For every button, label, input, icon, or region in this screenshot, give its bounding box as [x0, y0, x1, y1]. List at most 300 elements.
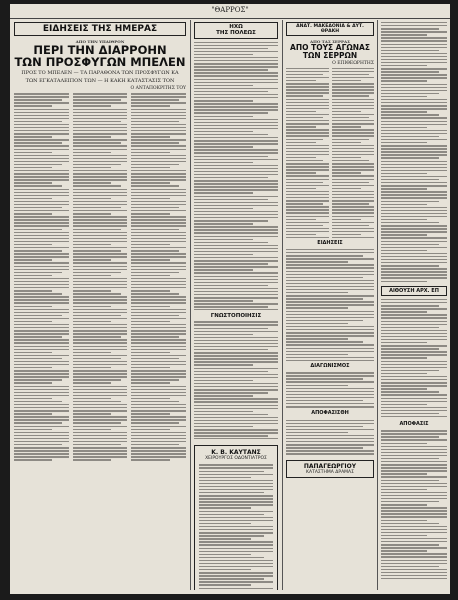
text-line	[131, 241, 186, 242]
text-line	[14, 398, 52, 399]
text-line	[73, 96, 128, 97]
right-column-body	[381, 22, 447, 284]
text-line	[131, 182, 169, 183]
text-line	[194, 291, 278, 292]
text-line	[14, 112, 69, 113]
text-line	[73, 416, 128, 417]
text-line	[194, 303, 278, 304]
text-line	[131, 429, 169, 430]
text-line	[73, 275, 111, 276]
text-line	[286, 274, 374, 275]
text-line	[194, 69, 268, 70]
text-line	[14, 155, 69, 156]
text-line	[194, 75, 278, 76]
text-line	[194, 337, 278, 338]
text-line	[131, 256, 186, 257]
advertisement-papageorgiou	[286, 460, 374, 478]
text-line	[381, 262, 447, 263]
text-line	[332, 68, 375, 69]
text-line	[14, 222, 69, 223]
text-line	[14, 225, 69, 226]
text-line	[14, 386, 69, 387]
text-line	[332, 111, 362, 112]
text-line	[73, 262, 128, 263]
text-line	[131, 139, 186, 140]
text-line	[131, 105, 169, 106]
text-line	[131, 192, 186, 193]
text-line	[131, 441, 186, 442]
text-line	[131, 96, 186, 97]
text-line	[286, 77, 329, 78]
text-line	[381, 345, 447, 346]
text-line	[332, 157, 362, 158]
text-line	[332, 163, 375, 164]
text-line	[73, 253, 128, 254]
text-line	[194, 364, 253, 365]
text-line	[73, 152, 111, 153]
text-line	[14, 361, 69, 362]
text-line	[131, 395, 186, 396]
text-line	[131, 401, 179, 402]
text-line	[381, 342, 427, 343]
text-line	[194, 257, 278, 258]
text-line	[199, 551, 273, 552]
text-line	[286, 68, 329, 69]
text-line	[131, 370, 186, 371]
text-line	[381, 105, 447, 106]
text-line	[199, 477, 251, 478]
text-line	[381, 108, 447, 109]
text-line	[286, 222, 329, 223]
text-line	[286, 304, 374, 305]
text-line	[381, 526, 447, 527]
text-line	[14, 404, 69, 405]
text-line	[14, 158, 69, 159]
text-line	[131, 115, 186, 116]
text-line	[73, 222, 128, 223]
text-line	[199, 541, 273, 542]
text-line	[286, 351, 374, 352]
text-line	[381, 244, 439, 245]
text-line	[381, 256, 447, 257]
text-line	[131, 278, 186, 279]
text-line	[73, 456, 128, 457]
text-line	[131, 367, 169, 368]
text-line	[332, 83, 375, 84]
text-line	[14, 124, 69, 125]
text-line	[194, 159, 278, 160]
text-line	[73, 133, 128, 134]
text-line	[14, 96, 69, 97]
text-line	[381, 157, 439, 158]
text-line	[286, 277, 363, 278]
text-line	[286, 453, 374, 454]
text-line	[73, 278, 128, 279]
article-headline-serres-line-2: ΤΩΝ ΣΕΡΡΩΝ	[302, 50, 358, 60]
text-line	[381, 228, 447, 229]
text-line	[14, 352, 52, 353]
text-line	[14, 447, 69, 448]
text-line	[194, 260, 278, 261]
text-line	[14, 413, 52, 414]
text-line	[381, 136, 439, 137]
text-line	[199, 498, 273, 499]
text-line	[381, 37, 447, 38]
text-line	[131, 130, 186, 131]
text-line	[73, 370, 128, 371]
notice-tender: ΔΙΑΓΩΝΙΣΜΟΣ	[310, 363, 350, 369]
text-line	[194, 189, 278, 190]
text-line	[381, 391, 439, 392]
text-line	[14, 315, 62, 316]
text-line	[73, 438, 128, 439]
text-line	[194, 48, 268, 49]
text-line	[14, 401, 62, 402]
text-line	[381, 222, 439, 223]
text-line	[73, 105, 111, 106]
text-line	[73, 204, 128, 205]
text-line	[14, 376, 69, 377]
text-line	[14, 435, 69, 436]
text-line	[194, 279, 278, 280]
text-line	[381, 311, 427, 312]
text-line	[286, 261, 348, 262]
text-line	[194, 51, 278, 52]
text-line	[131, 207, 179, 208]
text-line	[194, 134, 268, 135]
text-line	[131, 225, 186, 226]
text-line	[286, 108, 329, 109]
text-line	[73, 373, 128, 374]
text-line	[286, 74, 323, 75]
text-line	[194, 392, 268, 393]
text-line	[381, 77, 447, 78]
text-line	[381, 188, 427, 189]
text-line	[73, 312, 128, 313]
text-line	[332, 154, 375, 155]
text-line	[199, 538, 251, 539]
text-line	[199, 584, 251, 585]
text-line	[73, 266, 128, 267]
text-line	[332, 86, 375, 87]
article-body-column	[131, 93, 186, 462]
text-line	[332, 77, 375, 78]
text-line	[131, 379, 179, 380]
text-line	[73, 429, 111, 430]
text-line	[14, 204, 69, 205]
text-line	[131, 416, 186, 417]
text-line	[194, 183, 278, 184]
text-line	[194, 192, 253, 193]
text-line	[286, 92, 329, 93]
text-line	[286, 117, 323, 118]
text-line	[14, 118, 69, 119]
text-line	[286, 255, 363, 256]
text-line	[194, 358, 278, 359]
text-line	[131, 376, 186, 377]
text-line	[381, 121, 447, 122]
text-line	[381, 449, 447, 450]
text-line	[131, 324, 186, 325]
text-line	[286, 447, 363, 448]
text-line	[131, 109, 186, 110]
text-line	[381, 265, 439, 266]
text-line	[131, 321, 169, 322]
text-line	[14, 392, 69, 393]
column-rule	[282, 20, 283, 590]
text-line	[73, 392, 128, 393]
text-line	[199, 474, 273, 475]
text-line	[73, 441, 128, 442]
text-line	[332, 234, 362, 235]
text-line	[14, 290, 52, 291]
text-line	[381, 234, 427, 235]
text-line	[194, 196, 278, 197]
text-line	[286, 148, 329, 149]
text-line	[286, 219, 316, 220]
text-line	[194, 103, 278, 104]
text-line	[286, 286, 374, 287]
text-line	[14, 278, 69, 279]
text-line	[381, 376, 447, 377]
text-line	[194, 414, 268, 415]
text-line	[381, 433, 447, 434]
text-line	[381, 541, 447, 542]
section-header-news: ΕΙΔΗΣΕΙΣ ΤΗΣ ΗΜΕΡΑΣ	[14, 22, 186, 36]
text-line	[14, 444, 62, 445]
text-line	[14, 321, 52, 322]
text-line	[286, 126, 316, 127]
text-line	[332, 203, 369, 204]
text-line	[199, 544, 273, 545]
text-line	[332, 148, 375, 149]
text-line	[332, 132, 375, 133]
text-line	[14, 422, 62, 423]
text-line	[286, 441, 374, 442]
text-line	[381, 553, 447, 554]
text-line	[194, 146, 253, 147]
text-line	[73, 355, 128, 356]
text-line	[14, 247, 69, 248]
text-line	[332, 102, 375, 103]
text-line	[381, 467, 447, 468]
text-line	[381, 161, 447, 162]
text-line	[131, 185, 179, 186]
text-line	[194, 100, 253, 101]
text-line	[14, 441, 69, 442]
text-line	[286, 391, 374, 392]
text-line	[73, 315, 121, 316]
text-line	[131, 133, 186, 134]
text-line	[194, 109, 278, 110]
text-line	[332, 89, 375, 90]
text-line	[381, 111, 427, 112]
text-line	[73, 426, 128, 427]
text-line	[131, 444, 179, 445]
advertisement-name: Κ. Β. ΚΑΥΤΑΝΣ	[211, 449, 261, 457]
text-line	[381, 556, 447, 557]
text-line	[381, 370, 439, 371]
text-line	[381, 31, 447, 32]
text-line	[381, 317, 447, 318]
text-line	[381, 513, 447, 514]
text-line	[194, 122, 278, 123]
text-line	[131, 127, 186, 128]
text-line	[199, 532, 273, 533]
text-line	[332, 126, 362, 127]
text-line	[194, 232, 278, 233]
text-line	[131, 435, 186, 436]
text-line	[381, 99, 447, 100]
text-line	[381, 34, 427, 35]
text-line	[286, 160, 323, 161]
text-line	[381, 324, 447, 325]
text-line	[332, 92, 375, 93]
text-line	[332, 169, 375, 170]
text-line	[286, 135, 329, 136]
text-line	[194, 263, 268, 264]
text-line	[381, 480, 439, 481]
text-line	[14, 389, 69, 390]
text-line	[14, 253, 69, 254]
text-line	[73, 410, 128, 411]
text-line	[381, 439, 447, 440]
text-line	[199, 511, 273, 512]
text-line	[14, 336, 62, 337]
text-line	[381, 308, 447, 309]
text-line	[14, 185, 62, 186]
text-line	[73, 321, 111, 322]
text-line	[14, 339, 69, 340]
text-line	[332, 139, 369, 140]
text-line	[194, 374, 278, 375]
text-line	[381, 569, 447, 570]
text-line	[131, 447, 186, 448]
text-line	[131, 167, 169, 168]
text-line	[14, 275, 52, 276]
text-line	[194, 128, 278, 129]
text-line	[381, 486, 447, 487]
text-line	[194, 383, 278, 384]
text-line	[14, 281, 69, 282]
text-line	[14, 306, 52, 307]
text-line	[14, 213, 52, 214]
text-line	[286, 372, 374, 373]
text-line	[381, 483, 447, 484]
text-line	[14, 167, 52, 168]
text-line	[194, 242, 268, 243]
text-line	[194, 91, 268, 92]
text-line	[14, 145, 69, 146]
text-line	[131, 386, 186, 387]
text-line	[194, 211, 278, 212]
text-line	[381, 173, 427, 174]
text-line	[194, 180, 278, 181]
text-line	[381, 504, 427, 505]
text-line	[286, 194, 329, 195]
text-line	[381, 354, 447, 355]
text-line	[194, 162, 253, 163]
text-line	[381, 84, 447, 85]
text-line	[332, 185, 375, 186]
text-line	[286, 80, 316, 81]
text-line	[73, 121, 121, 122]
text-line	[286, 420, 374, 421]
text-line	[381, 492, 447, 493]
text-line	[286, 99, 329, 100]
text-line	[131, 456, 186, 457]
text-line	[194, 152, 278, 153]
text-line	[381, 74, 447, 75]
text-line	[286, 394, 374, 395]
text-line	[131, 315, 179, 316]
text-line	[194, 355, 278, 356]
text-line	[73, 93, 128, 94]
text-line	[332, 209, 375, 210]
text-line	[286, 388, 374, 389]
text-line	[14, 216, 69, 217]
text-line	[286, 326, 374, 327]
text-line	[14, 382, 52, 383]
text-line	[194, 361, 278, 362]
text-line	[14, 170, 69, 171]
text-line	[73, 185, 121, 186]
text-line	[194, 368, 278, 369]
text-line	[73, 155, 128, 156]
text-line	[73, 176, 128, 177]
text-line	[73, 404, 128, 405]
text-line	[332, 175, 375, 176]
text-line	[332, 160, 369, 161]
text-line	[194, 401, 278, 402]
text-line	[286, 264, 374, 265]
text-line	[381, 495, 447, 496]
text-line	[194, 435, 268, 436]
text-line	[131, 99, 179, 100]
text-line	[286, 139, 323, 140]
text-line	[381, 373, 427, 374]
newspaper-page	[10, 4, 450, 594]
text-line	[194, 223, 253, 224]
text-line	[332, 117, 369, 118]
text-line	[131, 419, 186, 420]
text-line	[73, 379, 121, 380]
notice-body	[194, 321, 278, 439]
text-line	[381, 529, 447, 530]
text-line	[286, 271, 374, 272]
text-line	[194, 429, 278, 430]
text-line	[194, 202, 278, 203]
text-line	[131, 413, 169, 414]
text-line	[131, 118, 186, 119]
text-line	[73, 112, 128, 113]
text-line	[286, 206, 329, 207]
text-line	[14, 419, 69, 420]
text-line	[14, 259, 52, 260]
text-line	[131, 459, 169, 460]
text-line	[131, 302, 186, 303]
text-line	[73, 124, 128, 125]
text-line	[194, 149, 278, 150]
text-line	[381, 470, 447, 471]
text-line	[14, 407, 69, 408]
text-line	[14, 302, 69, 303]
text-line	[286, 216, 329, 217]
text-line	[286, 301, 374, 302]
text-line	[131, 136, 169, 137]
text-line	[381, 127, 427, 128]
text-line	[332, 237, 375, 238]
